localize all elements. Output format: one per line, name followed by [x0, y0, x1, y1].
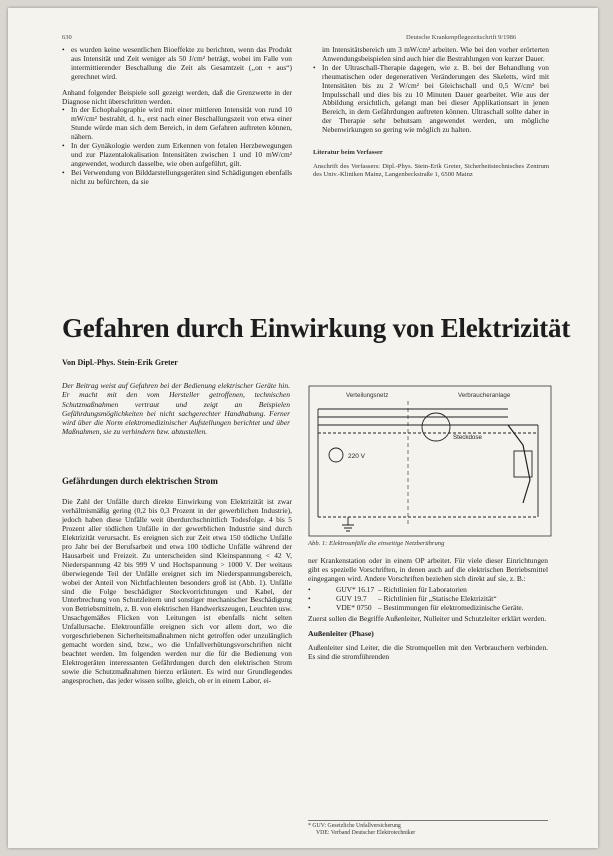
appliance-cable [508, 425, 530, 503]
circuit-diagram [308, 385, 552, 537]
literature-note: Literatur beim Verfasser [313, 149, 383, 157]
list-item: • In der Echophalographie wird mit einer mittleren Intensität von rund 10 mW/cm² bestrahlt, d. h., erst nach einer Beschallungszeit von etwa einer Stunde würde man sich dem Bereich, in dem Gefahren auftreten können, nähern. [62, 106, 292, 142]
regulation-desc: – Bestimmungen für elektromedizinische Geräte. [378, 602, 524, 612]
footnote: VDE: Verband Deutscher Elektrotechniker [316, 830, 416, 836]
list-item: • Bei Verwendung von Bilddarstellungsgeräten sind Schädigungen ebenfalls nicht zu befürchten, da sie [62, 169, 292, 187]
body-right [308, 557, 548, 662]
paragraph: Zuerst sollen die Begriffe Außenleiter, Nulleiter und Schutzleiter erklärt werden. [308, 613, 547, 623]
footnote: * GUV: Gesetzliche Unfallversicherung [308, 823, 401, 829]
voltage-source [329, 448, 343, 462]
page-number: 630 [62, 34, 72, 41]
list-item: • es wurden keine wesentlichen Bioeffekte zu berichten, wenn das Produkt aus Intensität und Zeit weniger als 50 J/cm² beträgt, wobei im Falle von intermittierender Beschallung die Zeit als Gesamtzeit (,,on + aus“) gerechnet wird. [62, 46, 292, 82]
regulation-list [308, 586, 548, 613]
paragraph: Außenleiter sind Leiter, die die Stromquellen mit den Verbrauchern verbinden. Es sind die stromführenden [308, 642, 548, 661]
article-title: Gefahren durch Einwirkung von Elektrizität [62, 313, 571, 343]
bullet: • [308, 602, 311, 612]
magazine-page [8, 8, 598, 848]
subsection-heading: Außenleiter (Phase) [308, 628, 374, 638]
list-item: • In der Gynäkologie werden zum Erkennen von fetalen Herzbewegungen und zur Plazentalokalisation Intensitäten zwischen 1 und 10 mW/cm² angewendet, wodurch dasselbe, wie oben aufgeführt, gilt. [62, 142, 292, 169]
label-steckdose: Steckdose [453, 434, 482, 441]
paragraph: Anhand folgender Beispiele soll gezeigt werden, daß die Grenzwerte in der Diagnose nicht überschritten werden. [62, 87, 292, 106]
appliance [514, 451, 532, 477]
bullet: • [308, 584, 311, 594]
author-address: Anschrift des Verfassers: Dipl.-Phys. Stein-Erik Greter, Sicherheitstechnisches Zentrum des Univ.-Kliniken Mainz, Langenbeckstraße 1, 6500 Mainz [313, 163, 549, 179]
article-byline: Von Dipl.-Phys. Stein-Erik Greter [62, 358, 178, 367]
paragraph: ner Krankenstation oder in einem OP arbeitet. Für viele dieser Einrichtungen gibt es spezielle Vorschriften, in denen auch auf die elektrischen Betriebsmittel eingegangen wird. Andere Vorschriften beziehen sich direkt auf sie, z. B.: [308, 556, 548, 583]
list-item [308, 604, 548, 613]
regulation-desc: – Richtlinien für „Statische Elektrizität“ [378, 593, 497, 603]
top-left-column [62, 46, 292, 187]
section-heading: Gefährdungen durch elektrischen Strom [62, 476, 218, 486]
label-verteilungsnetz: Verteilungsnetz [346, 392, 389, 399]
earth-symbol [342, 517, 354, 531]
bullet: • [308, 593, 311, 603]
regulation-code: VDE* 0750 [336, 602, 372, 612]
author-block [313, 149, 549, 179]
label-voltage: 220 V [348, 453, 365, 460]
article-abstract: Der Beitrag weist auf Gefahren bei der Bedienung elektrischer Geräte hin. Er macht mit den vom Hersteller getroffenen, technischen Schutzmaßnahmen vertraut und zeigt an Beispielen Gefährdungsmöglichkeiten bei nicht sachgerechter Handhabung. Ferner wird über die Norm elektromedizinischer Aufstellungen berichtet und über Maßnahmen, sie zu verhindern bzw. abzustellen. [62, 381, 290, 437]
regulation-desc: – Richtlinien für Laboratorien [378, 584, 467, 594]
footnotes [308, 820, 548, 837]
list-item: • In der Ultraschall-Therapie dagegen, wie z. B. bei der Behandlung von rheumatischen oder degenerativen Veränderungen des Skeletts, wird mit Intensitäten bis zu 2 W/cm² bei Gleichschall und 0,5 W/cm² bei Impulsschall und dies bis zu 10 Minuten Dauer gearbeitet. Wie aus der Abbildung ersichtlich, gelangt man bei dieser Applikationsart in jenen Bereich, in dem Gefährdungen auftreten können. Ultraschall sollte daher in der Therapie sehr behutsam angewendet werden, um mögliche Nebenwirkungen so gering wie möglich zu halten. [313, 64, 549, 135]
regulation-code: GUV* 16.17 [336, 584, 375, 594]
running-header: Deutsche Krankenpflegezeitschrift 9/1986 [406, 34, 517, 41]
body-left: Die Zahl der Unfälle durch direkte Einwirkung von Elektrizität ist zwar verhältnismäßig gering (0,2 bis 0,3 Prozent in der gewerblichen Industrie), jedoch haben diese Unfälle weit überdurchschnittlich Todesfolge. 4 bis 5 Prozent aller tödlichen Unfälle in der gewerblichen Industrie sind durch Elektrizität verursacht. Es ereignen sich zur Zeit etwa 150 tödliche Unfälle pro Jahr bei der Berufsarbeit und etwa 100 tödliche Unfälle während der Hausarbeit und Freizeit. Zu unterscheiden sind Kleinspannung < 42 V, Niederspannung 42 bis 999 V und Hochspannung > 1000 V. Der weitaus überwiegende Teil der Unfälle ereignet sich im Niederspannungsbereich, wobei der Anteil von Nichtfachleuten besonders groß ist (Abb. 1). Unfälle sind die Folge beschädigter Steckvorrichtungen und Kabel, der Unterbrechung von Schutzleitern und sonstiger mechanischer Beschädigung von Betriebsmitteln, z. B. von elektrischen Handwerkszeugen, Leuchten usw. Unsachgemäßes Flicken von Leitungen ist ebenfalls nicht selten Unfallursache. Elektrounfälle ereignen sich vor allem dort, wo die vorgeschriebenen Sicherheitsmaßnahmen nicht getroffen oder unzulänglich gemacht worden sind, bzw., wo die Unfallverhütungsvorschriften nicht beachtet werden. Im folgenden werden nur die für die Bedienung von Elektrogeräten interessanten Gefährdungen durch den elektrischen Strom sowie die Schutzmaßnahmen hierzu erläutert. Es wird nur Grundlegendes angesprochen, das jeder wissen sollte, gleich, ob er in einem Labor, ei- [62, 497, 292, 686]
label-verbraucheranlage: Verbraucheranlage [458, 392, 511, 399]
figure-caption: Abb. 1: Elektrounfälle die einseitige Netzberührung [308, 540, 445, 547]
paragraph: im Intensitätsbereich um 3 mW/cm² arbeiten. Wie bei den vorher erörterten Anwendungsbeispielen sind auch hier die Bestrahlungen von kurzer Dauer. [322, 45, 549, 63]
top-right-column [313, 46, 549, 179]
regulation-code: GUV 19.7 [336, 593, 367, 603]
